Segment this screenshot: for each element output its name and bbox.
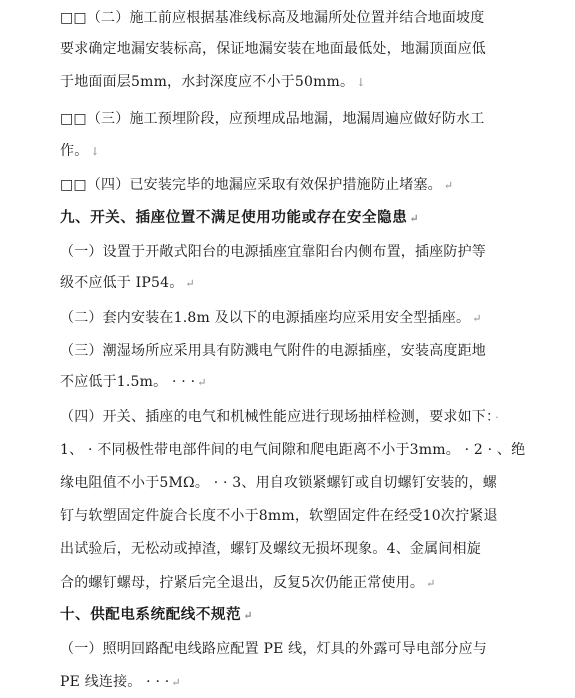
text-line-5 (60, 141, 100, 162)
text-line-13 (60, 407, 499, 428)
line-text: □□（四）已安装完毕的地漏应采取有效保护措施防止堵塞。 (60, 177, 442, 193)
line-text: □□（三）施工预埋阶段，应预埋成品地漏，地漏周遍应做好防水工 (60, 111, 485, 127)
text-line-12 (60, 372, 207, 393)
paragraph-mark-return: ↵ (443, 179, 454, 192)
paragraph-mark-return: ↵ (426, 577, 436, 590)
paragraph-mark-return: ↵ (243, 609, 254, 622)
line-text: （一）设置于开敞式阳台的电源插座宜靠阳台内侧布置，插座防护等 (60, 244, 486, 260)
paragraph-mark-return: ↵ (197, 376, 207, 389)
paragraph-mark-return: ↵ (171, 676, 181, 689)
line-text: （一）照明回路配电线路应配置 PE 线，灯具的外露可导电部分应与 (60, 641, 487, 657)
line-text: □□（二）施工前应根据基准线标高及地漏所处位置并结合地面坡度 (60, 10, 485, 26)
text-line-18 (60, 573, 436, 594)
heading-text: 九、开关、插座位置不满足使用功能或存在安全隐患 (60, 209, 408, 226)
section-heading-10 (60, 605, 253, 626)
paragraph-mark: · (495, 411, 499, 424)
text-line-15 (60, 473, 499, 494)
line-text: 钉与软塑固定件旋合长度不小于8mm，软塑固定件在经受10次拧紧退 (60, 508, 498, 524)
text-line-21 (60, 672, 181, 693)
line-text: 级不应低于 IP54。 (60, 275, 184, 291)
paragraph-mark-return: ↵ (409, 212, 420, 225)
text-line-14 (60, 440, 527, 461)
line-text: 要求确定地漏安装标高，保证地漏安装在地面最低处，地漏顶面应低 (60, 41, 486, 57)
line-text: 1、 · 不同极性带电部件间的电气间隙和爬电距离不小于3mm。 · 2 · 、绝 (60, 442, 526, 458)
text-line-6 (60, 175, 453, 196)
text-line-1 (60, 8, 486, 29)
text-line-8 (60, 242, 488, 263)
line-text: 合的螺钉螺母，拧紧后完全退出，反复5次仍能正常使用。 (60, 575, 425, 591)
line-text: 缘电阻值不小于5MΩ。 · · 3、用自攻锁紧螺钉或自切螺钉安装的，螺 (60, 475, 498, 491)
line-text: （三）潮湿场所应采用具有防溅电气附件的电源插座，安装高度距地 (60, 343, 486, 359)
text-line-10 (60, 308, 482, 329)
paragraph-mark-return: ↵ (472, 312, 482, 325)
text-line-4 (60, 109, 486, 130)
line-text: （二）套内安装在1.8m 及以下的电源插座均应采用安全型插座。 (60, 310, 471, 326)
text-line-16 (60, 506, 500, 527)
text-line-3 (60, 72, 366, 93)
paragraph-mark-return: ↵ (185, 277, 195, 290)
line-text: 出试验后，无松动或掉渣，螺钉及螺纹无损坏现象。4、金属间相旋 (60, 541, 481, 557)
text-line-20 (60, 639, 489, 660)
line-text: （四）开关、插座的电气和机械性能应进行现场抽样检测，要求如下： (60, 409, 494, 425)
text-line-11 (60, 341, 488, 362)
text-line-9 (60, 273, 195, 294)
line-text: 于地面面层5mm，水封深度应不小于50mm。 (60, 74, 355, 90)
line-text: PE 线连接。 · · · (60, 674, 170, 690)
line-text: 作。 (60, 143, 89, 159)
heading-text: 十、供配电系统配线不规范 (60, 606, 242, 623)
text-line-17 (60, 539, 483, 560)
paragraph-mark-down-arrow: ↓ (90, 145, 100, 158)
paragraph-mark-down-arrow: ↓ (356, 76, 366, 89)
line-text: 不应低于1.5m。 · · · (60, 374, 196, 390)
text-line-2 (60, 39, 488, 60)
section-heading-9 (60, 208, 419, 229)
